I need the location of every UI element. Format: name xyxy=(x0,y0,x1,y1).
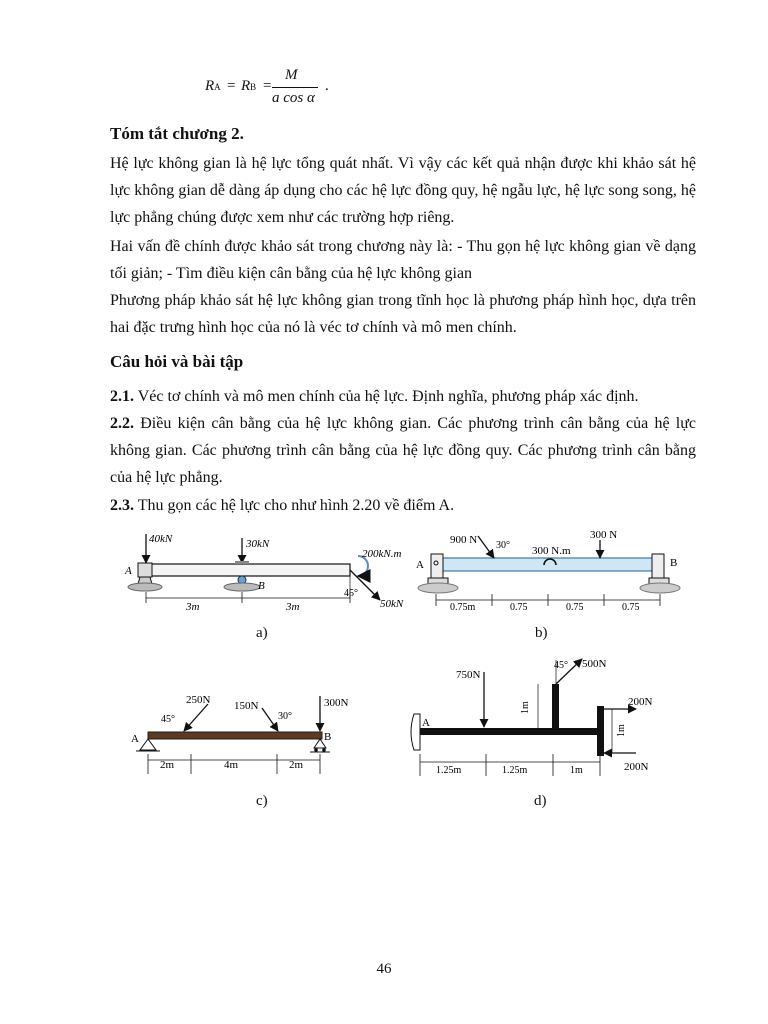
moment-label: 200kN.m xyxy=(362,548,402,560)
support-b xyxy=(652,554,664,578)
point-a-label: A xyxy=(422,717,430,729)
force-label: 150N xyxy=(234,700,259,712)
dimension-label: 0.75 xyxy=(566,602,584,613)
figure-b xyxy=(414,528,686,618)
beam xyxy=(140,564,350,576)
support-a xyxy=(431,554,443,578)
formula-ra: RA xyxy=(205,78,221,94)
question-item: 2.3. Thu gọn các hệ lực cho như hình 2.20 về điểm A. xyxy=(110,497,455,514)
force-label: 750N xyxy=(456,669,481,681)
questions-heading: Câu hỏi và bài tập xyxy=(110,352,244,371)
formula-numerator: M xyxy=(285,67,298,83)
formula-denominator: a cos α xyxy=(272,90,315,106)
force-label: 500N xyxy=(582,658,607,670)
formula-eq2: = xyxy=(263,78,272,94)
force-label: 40kN xyxy=(149,533,173,545)
figure-a xyxy=(118,530,418,620)
dimension-label: 4m xyxy=(224,759,239,771)
summary-heading: Tóm tắt chương 2. xyxy=(110,124,244,143)
force-label: 300N xyxy=(324,697,349,709)
summary-paragraph-1: Hệ lực không gian là hệ lực tổng quát nhất. Vì vậy các kết quả nhận được khi khảo sát hệ lực không gian dễ dàng áp dụng cho các hệ lực đồng quy, hệ ngẫu lực, hệ lực song song, hệ lực phẳng chúng được xem như các trường hợp riêng. xyxy=(110,155,696,226)
figure-c-caption: c) xyxy=(256,793,268,809)
point-b-label: B xyxy=(670,557,678,569)
point-a-label: A xyxy=(131,733,139,745)
height-label: 1m xyxy=(616,724,627,737)
force-label: 30kN xyxy=(246,538,270,550)
pin-support-a xyxy=(140,739,156,750)
dimension-label: 1.25m xyxy=(436,765,462,776)
summary-paragraph-3: Phương pháp khảo sát hệ lực không gian trong tĩnh học là phương pháp hình học, dựa trên hai đặc trưng hình học của nó là véc tơ chính và mô men chính. xyxy=(110,292,696,336)
formula-rb: RB xyxy=(241,78,257,94)
force-label: 900 N xyxy=(450,534,478,546)
dimension-label: 2m xyxy=(160,759,175,771)
force-arrow xyxy=(478,536,494,558)
figure-d xyxy=(398,650,678,785)
page-number: 46 xyxy=(376,961,392,977)
moment-label: 300 N.m xyxy=(532,545,571,557)
dimension-label: 2m xyxy=(289,759,304,771)
figure-c xyxy=(126,688,366,778)
point-b-label: B xyxy=(324,731,332,743)
force-label: 200N xyxy=(628,696,653,708)
dimension-label: 0.75m xyxy=(450,602,476,613)
question-item: 2.1. Véc tơ chính và mô men chính của hệ lực. Định nghĩa, phương pháp xác định. xyxy=(110,388,639,405)
force-arrow xyxy=(184,704,208,731)
formula-dot: . xyxy=(325,78,329,94)
formula-eq1: = xyxy=(227,78,236,94)
dimension-label: 1m xyxy=(570,765,583,776)
angle-label: 45° xyxy=(554,660,568,671)
beam xyxy=(420,728,602,735)
dimension-label: 1.25m xyxy=(502,765,528,776)
force-label: 250N xyxy=(186,694,211,706)
fixed-wall xyxy=(411,714,420,750)
dimension-label: 3m xyxy=(186,601,200,613)
beam xyxy=(148,732,322,739)
point-a-label: A xyxy=(125,565,132,577)
force-label: 300 N xyxy=(590,529,618,541)
vertical-post xyxy=(552,684,559,730)
angle-label: 45° xyxy=(161,714,175,725)
angle-label: 30° xyxy=(278,711,292,722)
height-label: 1m xyxy=(520,701,531,714)
reaction-formula xyxy=(205,66,365,110)
dimension-label: 0.75 xyxy=(510,602,528,613)
point-a-label: A xyxy=(416,559,424,571)
point-b-label: B xyxy=(258,580,265,592)
figure-b-caption: b) xyxy=(535,625,548,641)
figure-d-caption: d) xyxy=(534,793,547,809)
fraction-bar xyxy=(272,87,318,88)
force-label: 50kN xyxy=(380,598,404,610)
summary-paragraph-2: Hai vấn đề chính được khảo sát trong chương này là: - Thu gọn hệ lực không gian về dạng tối giản; - Tìm điều kiện cân bằng của hệ lực không gian xyxy=(110,238,696,282)
figure-a-caption: a) xyxy=(256,625,268,641)
dimension-label: 3m xyxy=(286,601,300,613)
end-post xyxy=(597,706,604,756)
force-label: 200N xyxy=(624,761,649,773)
dimension-label: 0.75 xyxy=(622,602,640,613)
angle-label: 30° xyxy=(496,540,510,551)
angle-label: 45° xyxy=(344,588,358,599)
question-item: 2.2. Điều kiện cân bằng của hệ lực không gian. Các phương trình cân bằng của hệ lực không gian. Các phương trình cân bằng của hệ lực đồng quy. Các phương trình cân bằng của hệ lực phẳng. xyxy=(110,415,696,486)
force-arrow xyxy=(262,708,278,731)
hinge-support-a xyxy=(138,563,152,577)
